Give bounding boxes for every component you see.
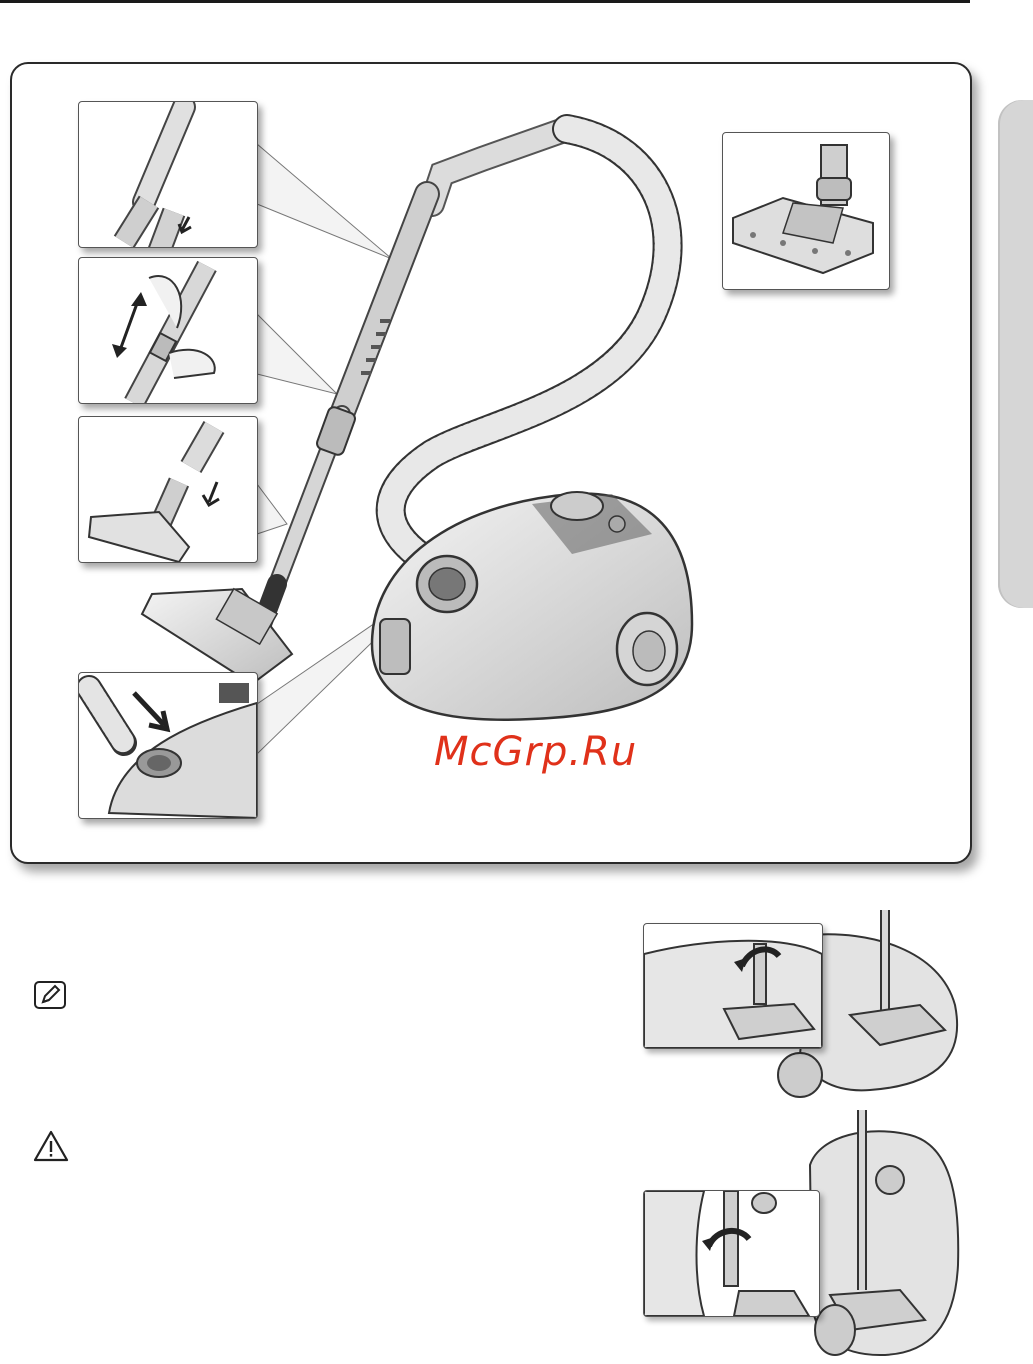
tube-connect-illustration: [79, 102, 257, 247]
nozzle-attach-illustration: [79, 417, 257, 562]
caution-triangle-icon: [33, 1130, 69, 1162]
hose-insert-illustration: [79, 673, 257, 818]
inset-floor-brush: [722, 132, 890, 290]
chapter-side-tab: [998, 100, 1033, 608]
parking-figure-horizontal: [640, 905, 970, 1100]
watermark: McGrp.Ru: [434, 729, 638, 775]
inset-length-adjust: [78, 257, 258, 404]
inset-tube-connect: [78, 101, 258, 248]
inset-hose-insert: [78, 672, 258, 819]
parking-horizontal-detail: [644, 924, 822, 1048]
inset-nozzle-attach: [78, 416, 258, 563]
parking-vertical-detail: [644, 1191, 819, 1316]
parking-figure-vertical: [640, 1105, 970, 1360]
top-rule: [0, 0, 970, 3]
assembly-figure-panel: [10, 62, 972, 864]
floor-brush-illustration: [723, 133, 889, 289]
parking-vertical-inset: [643, 1190, 820, 1317]
parking-horizontal-inset: [643, 923, 823, 1049]
note-pencil-icon: [33, 980, 67, 1010]
length-adjust-illustration: [79, 258, 257, 403]
